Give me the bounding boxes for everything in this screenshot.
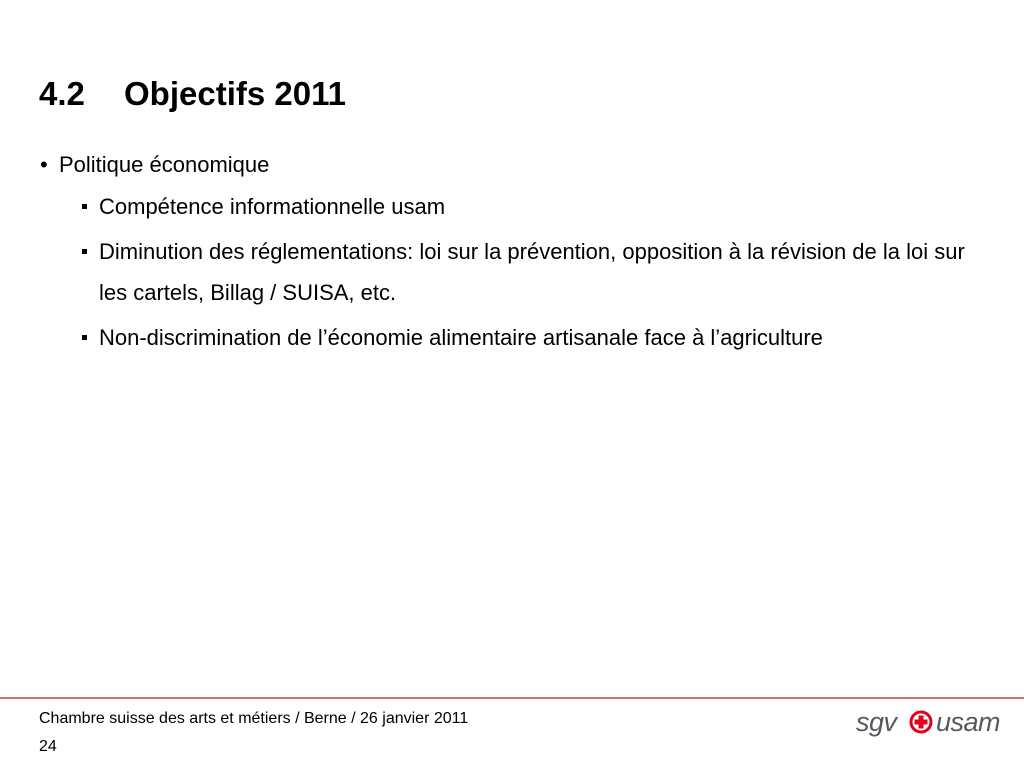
sub-bullet-text: Compétence informationnelle usam — [99, 194, 446, 219]
square-bullet-icon — [82, 249, 87, 254]
square-bullet-icon — [82, 335, 87, 340]
sub-bullet-text: Diminution des réglementations: loi sur la prévention, opposition à la révision de la loi sur les cartels, Billag / SUISA, etc. — [99, 239, 965, 305]
sub-bullet-item — [40, 186, 980, 227]
footer-text: Chambre suisse des arts et métiers / Berne / 26 janvier 2011 — [39, 710, 469, 727]
bullet-text: Politique économique — [59, 152, 270, 177]
title-text: Objectifs 2011 — [124, 75, 346, 112]
sub-bullet-text: Non-discrimination de l’économie alimentaire artisanale face à l’agriculture — [99, 325, 823, 350]
slide-title — [39, 72, 346, 116]
square-bullet-icon — [82, 204, 87, 209]
sgv-usam-logo — [856, 705, 1016, 739]
logo-text-sgv: sgv — [856, 707, 897, 737]
logo-text-usam: usam — [936, 707, 1001, 737]
bullet-item — [40, 148, 980, 182]
sub-bullet-list — [40, 186, 980, 358]
sub-bullet-item — [40, 231, 980, 313]
section-number: 4.2 — [39, 75, 85, 112]
page-number: 24 — [39, 738, 57, 755]
footer-divider — [0, 697, 1024, 699]
sub-bullet-item — [40, 317, 980, 358]
swiss-cross-icon — [909, 710, 933, 734]
bullet-marker: • — [40, 152, 48, 177]
slide-content — [40, 148, 980, 362]
